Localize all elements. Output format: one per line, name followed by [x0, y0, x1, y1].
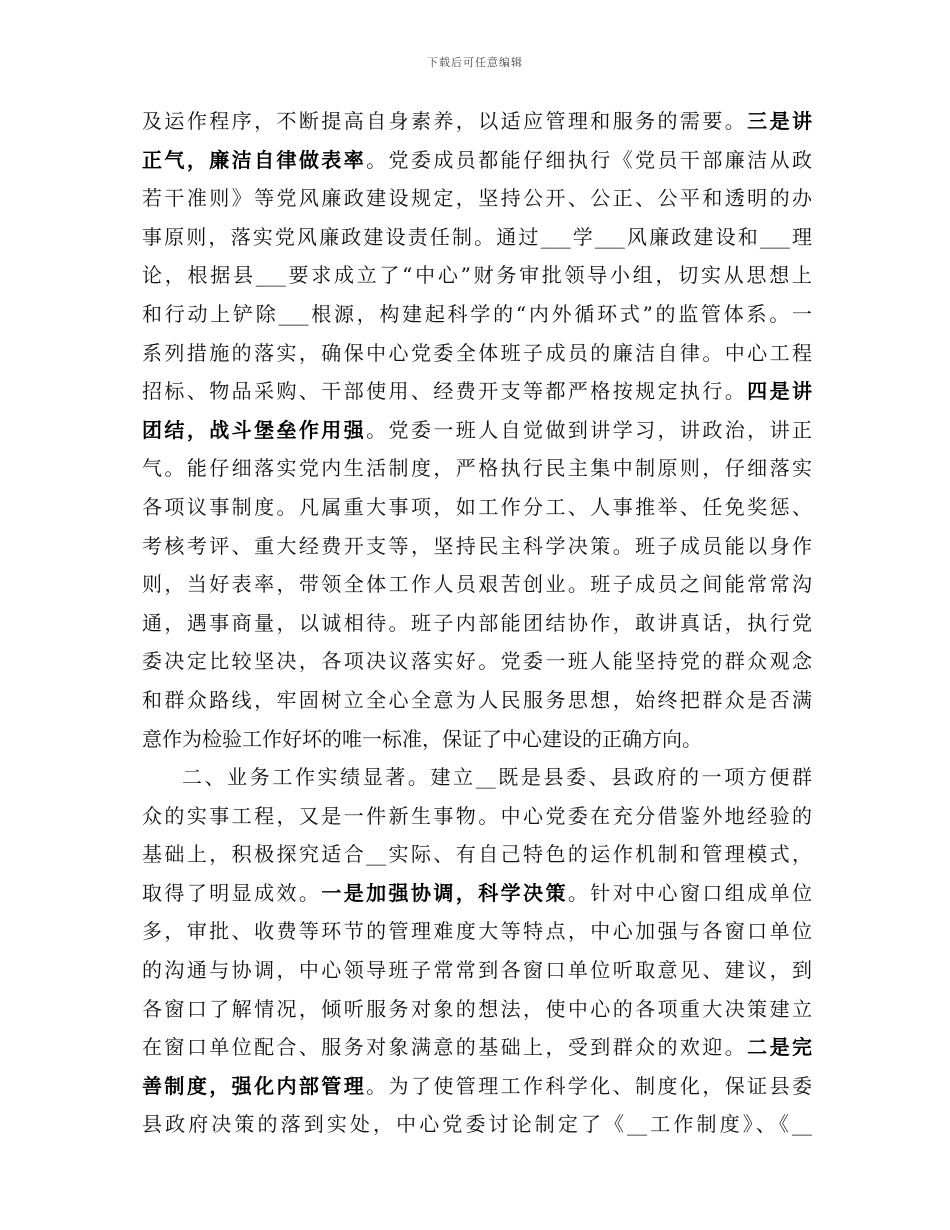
- text-segment: 取得了明显成效。: [142, 880, 322, 905]
- text-line-20: [142, 835, 812, 874]
- text-segment: 和群众路线，牢固树立全心全意为人民服务思想，始终把群众是否满: [142, 687, 812, 712]
- text-line-21: [142, 874, 812, 913]
- bold-heading-segment: 三是讲: [747, 109, 812, 133]
- text-line-24: [142, 990, 812, 1029]
- text-segment: 委决定比较坚决，各项决议落实好。党委一班人能坚持党的群众观念: [142, 649, 812, 674]
- text-line-10: [142, 449, 812, 488]
- text-line-5: [142, 256, 812, 295]
- text-segment: 系列措施的落实，确保中心党委全体班子成员的廉洁自律。中心工程: [142, 340, 812, 365]
- page-header-note: 下载后可任意编辑: [427, 56, 523, 69]
- text-line-3: [142, 179, 812, 218]
- text-segment: 。为了使管理工作科学化、制度化，保证县委: [366, 1073, 812, 1098]
- text-line-2: [142, 141, 812, 180]
- text-line-25: [142, 1028, 812, 1067]
- text-segment: 意作为检验工作好坏的唯一标准，保证了中心建设的正确方向。: [142, 726, 702, 751]
- text-segment: 气。能仔细落实党内生活制度，严格执行民主集中制原则，仔细落实: [142, 456, 812, 481]
- bold-heading-segment: 团结，战斗堡垒作用强: [142, 417, 367, 442]
- text-line-17: [142, 720, 812, 759]
- text-line-27: [142, 1105, 812, 1144]
- text-segment: 二、业务工作实绩显著。建立__既是县委、县政府的一项方便群: [182, 765, 812, 790]
- text-line-22: [142, 912, 812, 951]
- text-line-14: [142, 604, 812, 643]
- text-line-19: [142, 797, 812, 836]
- bold-heading-segment: 四是讲: [747, 379, 812, 404]
- text-segment: 和行动上铲除___根源，构建起科学的“内外循环式”的监管体系。一: [142, 301, 812, 326]
- text-segment: 考核考评、重大经费开支等，坚持民主科学决策。班子成员能以身作: [142, 533, 812, 558]
- text-line-15: [142, 642, 812, 681]
- text-line-11: [142, 488, 812, 527]
- text-segment: 事原则，落实党风廉政建设责任制。通过___学___风廉政建设和___理: [142, 224, 812, 249]
- text-line-7: [142, 334, 812, 373]
- text-segment: 招标、物品采购、干部使用、经费开支等都严格按规定执行。: [142, 379, 748, 404]
- text-segment: 县政府决策的落到实处，中心党委讨论制定了《__工作制度》、《__: [142, 1112, 812, 1137]
- text-segment: 若干准则》等党风廉政建设规定，坚持公开、公正、公平和透明的办: [142, 186, 812, 211]
- text-segment: 多，审批、收费等环节的管理难度大等特点，中心加强与各窗口单位: [142, 919, 812, 944]
- text-line-18: [142, 758, 812, 797]
- bold-heading-segment: 二是完: [747, 1035, 812, 1060]
- bold-heading-segment: 一是加强协调，科学决策: [321, 880, 568, 905]
- text-segment: 。党委成员都能仔细执行《党员干部廉洁从政: [366, 147, 812, 172]
- text-segment: 的沟通与协调，中心领导班子常常到各窗口单位听取意见、建议，到: [142, 958, 812, 983]
- text-line-26: [142, 1067, 812, 1106]
- text-line-4: [142, 218, 812, 257]
- text-line-1: [142, 102, 812, 141]
- bold-heading-segment: 善制度，强化内部管理: [142, 1073, 367, 1098]
- bold-heading-segment: 正气，廉洁自律做表率: [142, 147, 367, 172]
- text-line-8: [142, 372, 812, 411]
- text-segment: 通，遇事商量，以诚相待。班子内部能团结协作，敢讲真话，执行党: [142, 610, 812, 635]
- text-segment: 在窗口单位配合、服务对象满意的基础上，受到群众的欢迎。: [142, 1035, 748, 1060]
- text-line-6: [142, 295, 812, 334]
- text-segment: 基础上，积极探究适合__实际、有自己特色的运作机制和管理模式，: [142, 842, 812, 867]
- text-segment: 各项议事制度。凡属重大事项，如工作分工、人事推举、任免奖惩、: [142, 494, 812, 519]
- text-segment: 论，根据县___要求成立了“中心”财务审批领导小组，切实从思想上: [142, 263, 812, 288]
- text-line-12: [142, 527, 812, 566]
- text-segment: 及运作程序，不断提高自身素养，以适应管理和服务的需要。: [142, 109, 748, 133]
- document-body: [142, 102, 812, 1144]
- text-line-13: [142, 565, 812, 604]
- text-segment: 。党委一班人自觉做到讲学习，讲政治，讲正: [366, 417, 812, 442]
- text-line-9: [142, 411, 812, 450]
- text-segment: 。针对中心窗口组成单位: [567, 880, 812, 905]
- text-line-16: [142, 681, 812, 720]
- text-segment: 众的实事工程，又是一件新生事物。中心党委在充分借鉴外地经验的: [142, 803, 812, 828]
- text-line-23: [142, 951, 812, 990]
- text-segment: 各窗口了解情况，倾听服务对象的想法，使中心的各项重大决策建立: [142, 996, 812, 1021]
- text-segment: 则，当好表率，带领全体工作人员艰苦创业。班子成员之间能常常沟: [142, 572, 812, 597]
